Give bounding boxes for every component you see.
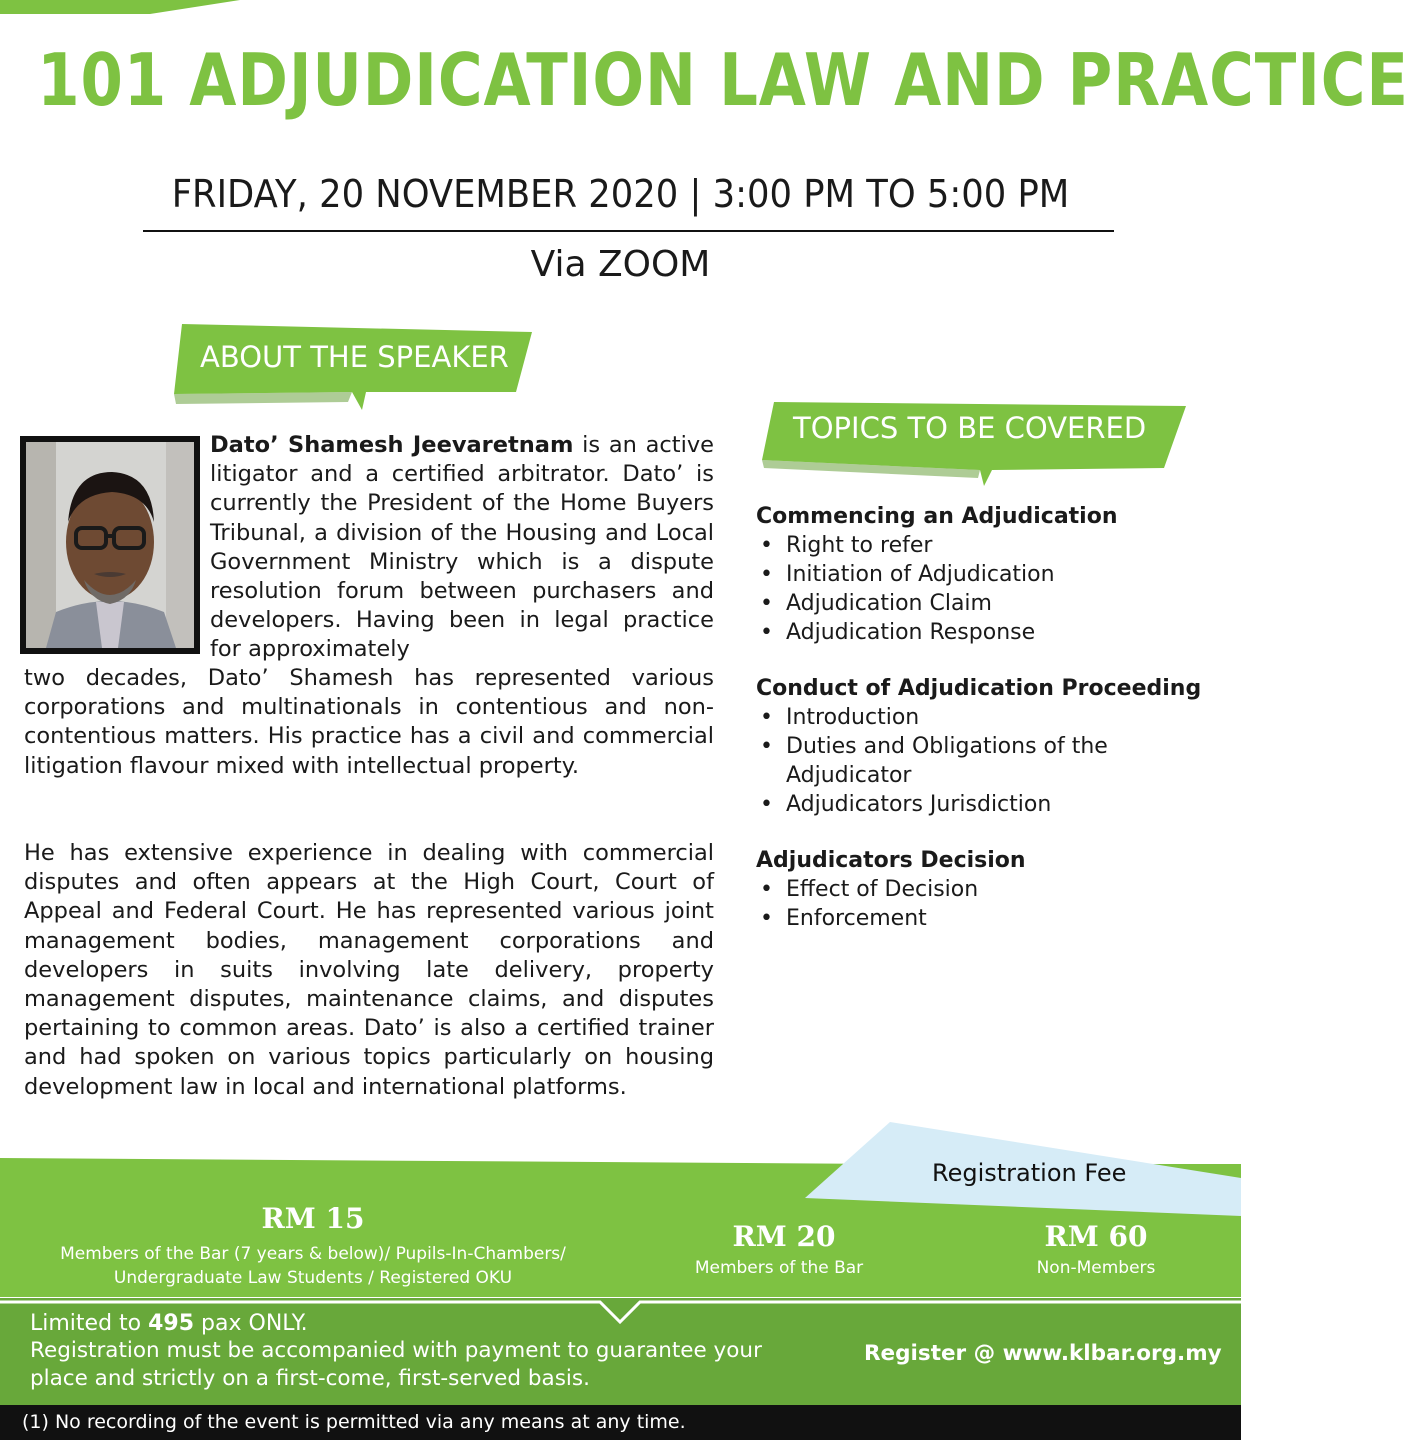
divider (143, 230, 1114, 232)
fee-description: Members of the Bar (694, 1258, 864, 1278)
topic-item: • Duties and Obligations of the Adjudicator (786, 732, 1166, 790)
fee-description: Undergraduate Law Students / Registered OKU (113, 1268, 513, 1288)
fee-description: Members of the Bar (7 years & below)/ Pupils-In-Chambers/ (60, 1244, 566, 1264)
registration-fee-label: Registration Fee (932, 1159, 1127, 1187)
topics-banner: TOPICS TO BE COVERED (793, 411, 1147, 445)
capacity-limit-prefix: Limited to (30, 1311, 149, 1336)
topic-item: • Initiation of Adjudication (786, 560, 1226, 589)
register-link[interactable]: Register @ www.klbar.org.my (864, 1341, 1222, 1366)
fee-description: Non-Members (1036, 1258, 1156, 1278)
event-title: 101 ADJUDICATION LAW AND PRACTICE (37, 38, 1409, 122)
footer-note: (1) No recording of the event is permitted via any means at any time. (22, 1411, 686, 1433)
fee-amount: RM 20 (732, 1220, 836, 1253)
topic-heading: Commencing an Adjudication (756, 504, 1118, 529)
footer-note-bar (0, 1405, 1241, 1440)
topic-item: • Enforcement (786, 904, 1226, 933)
capacity-limit (30, 1310, 308, 1338)
fee-amount: RM 15 (261, 1202, 365, 1235)
fee-amount: RM 60 (1044, 1220, 1148, 1253)
corner-accent (0, 0, 260, 14)
topic-item: • Adjudication Response (786, 618, 1226, 647)
speaker-bio-paragraph-1-continued: two decades, Dato’ Shamesh has represented various corporations and multinationals in contentious and non-contentious matters. His practice has a civil and commercial litigation flavour mixed with intellectual property. (24, 665, 714, 779)
event-date-time: FRIDAY, 20 NOVEMBER 2020 | 3:00 PM TO 5:00 PM (171, 172, 1070, 216)
speaker-portrait (26, 442, 194, 648)
speaker-photo (20, 436, 200, 654)
topic-item: • Adjudication Claim (786, 589, 1226, 618)
about-speaker-banner: ABOUT THE SPEAKER (200, 340, 509, 374)
speaker-bio-intro: is an active litigator and a certified arbitrator. Dato’ is currently the President of the Home Buyers Tribunal, a division of the Housing and Local Government Ministry which is a dispute resolution forum between purchasers and developers. Having been in legal practice for approximately (210, 432, 714, 663)
capacity-limit-number: 495 (148, 1311, 195, 1336)
topics-list (756, 502, 1226, 960)
topic-item: • Effect of Decision (786, 875, 1226, 904)
topic-heading: Conduct of Adjudication Proceeding (756, 676, 1202, 701)
registration-note: Registration must be accompanied with payment to guarantee your place and strictly on a first-come, first-served basis. (30, 1338, 762, 1391)
speaker-bio-paragraph-2: He has extensive experience in dealing with commercial disputes and often appears at the High Court, Court of Appeal and Federal Court. He has represented various joint management bodies, management corporations and developers in suits involving late delivery, property management disputes, maintenance claims, and disputes pertaining to common areas. Dato’ is also a certified trainer and had spoken on various topics particularly on housing development law in local and international platforms. (24, 840, 714, 1100)
event-venue: Via ZOOM (530, 244, 711, 285)
capacity-limit-suffix: pax ONLY. (194, 1311, 308, 1336)
speaker-name: Dato’ Shamesh Jeevaretnam (210, 432, 574, 458)
topic-item: • Adjudicators Jurisdiction (786, 790, 1226, 819)
topic-item: • Introduction (786, 703, 1226, 732)
speaker-bio-paragraph-1 (210, 431, 714, 665)
topic-item: • Right to refer (786, 531, 1226, 560)
topic-heading: Adjudicators Decision (756, 848, 1026, 873)
